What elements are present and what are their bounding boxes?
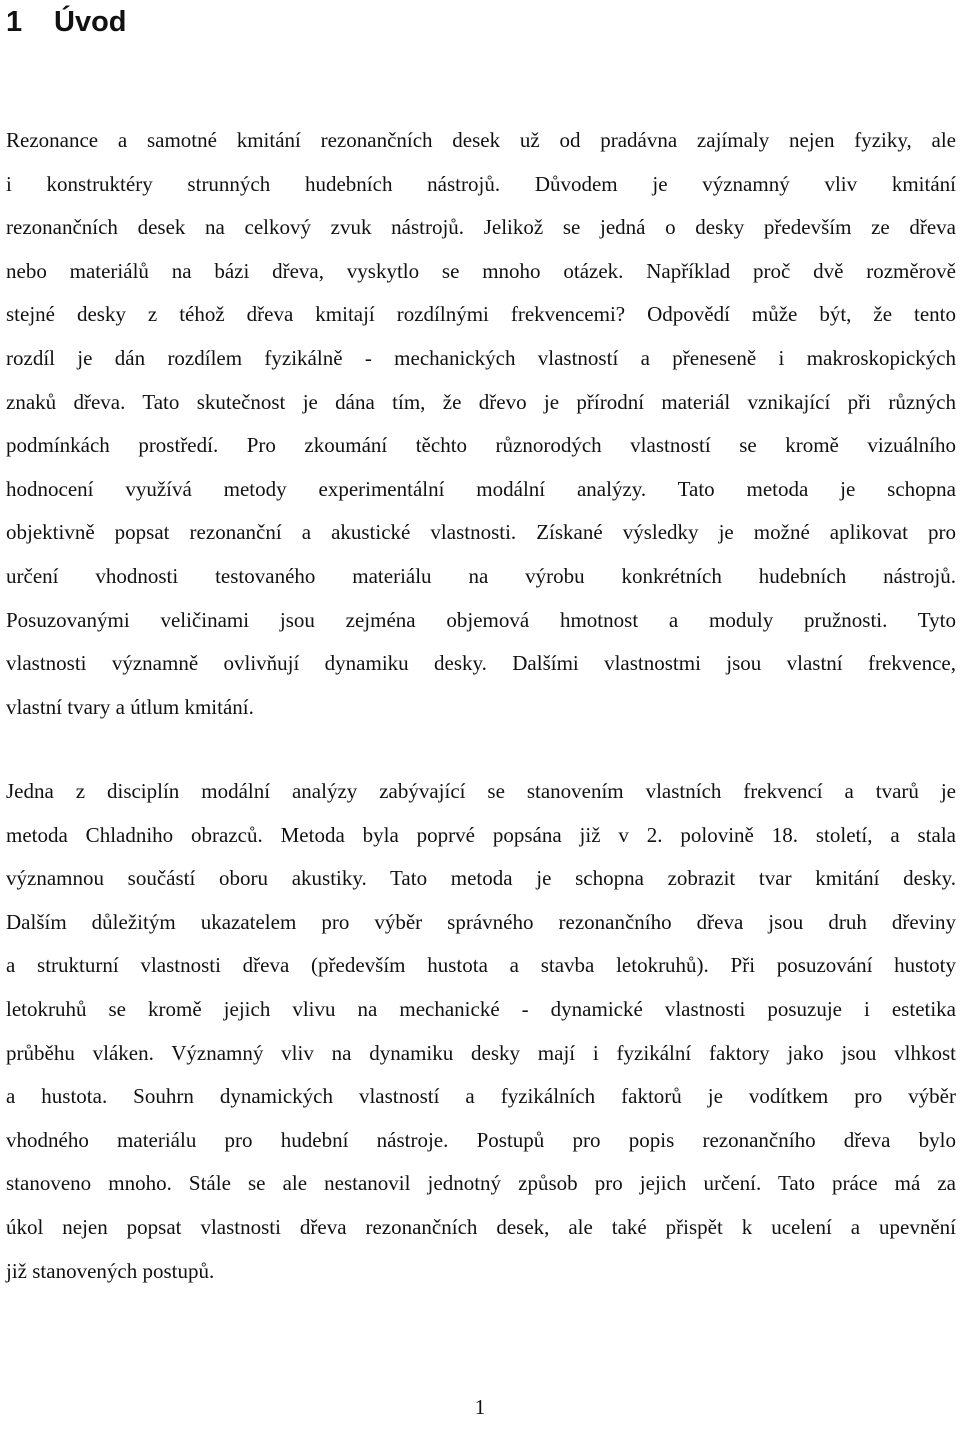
text-line: Rezonance a samotné kmitání rezonančních desek už od pradávna zajímaly nejen fyziky, ale — [6, 128, 956, 152]
text-line: a hustota. Souhrn dynamických vlastností a fyzikálních faktorů je vodítkem pro výběr — [6, 1084, 956, 1109]
text-line: rezonančních desek na celkový zvuk nástrojů. Jelikož se jedná o desky především ze dřeva — [6, 215, 956, 240]
text-line: stanoveno mnoho. Stále se ale nestanovil jednotný způsob pro jejich určení. Tato práce má za — [6, 1171, 956, 1196]
text-line: Dalším důležitým ukazatelem pro výběr správného rezonančního dřeva jsou druh dřeviny — [6, 909, 956, 934]
text-line: i konstruktéry strunných hudebních nástrojů. Důvodem je významný vliv kmitání — [6, 171, 956, 196]
text-line: Jedna z disciplín modální analýzy zabývající se stanovením vlastních frekvencí a tvarů je — [6, 779, 956, 803]
text-line: vlastnosti významně ovlivňují dynamiku desky. Dalšími vlastnostmi jsou vlastní frekvence, — [6, 651, 956, 676]
chapter-heading — [6, 2, 127, 42]
paragraph-chladni — [6, 770, 956, 1293]
text-line: rozdíl je dán rozdílem fyzikálně - mechanických vlastností a přeneseně i makroskopických — [6, 345, 956, 370]
paragraph-intro — [6, 119, 956, 729]
text-line: významnou součástí oboru akustiky. Tato metoda je schopna zobrazit tvar kmitání desky. — [6, 866, 956, 891]
text-line: letokruhů se kromě jejich vlivu na mechanické - dynamické vlastnosti posuzuje i estetika — [6, 996, 956, 1021]
chapter-title: Úvod — [54, 6, 127, 38]
text-line: stejné desky z téhož dřeva kmitají rozdílnými frekvencemi? Odpovědí může být, že tento — [6, 302, 956, 327]
chapter-number: 1 — [6, 6, 23, 38]
text-line: Posuzovanými veličinami jsou zejména objemová hmotnost a moduly pružnosti. Tyto — [6, 607, 956, 632]
text-line: znaků dřeva. Tato skutečnost je dána tím, že dřevo je přírodní materiál vznikající při různých — [6, 389, 956, 414]
text-line: průběhu vláken. Významný vliv na dynamiku desky mají i fyzikální faktory jako jsou vlhkost — [6, 1040, 956, 1065]
text-line: určení vhodnosti testovaného materiálu na výrobu konkrétních hudebních nástrojů. — [6, 563, 956, 588]
page-number: 1 — [474, 1395, 486, 1419]
text-line: již stanovených postupů. — [6, 1258, 215, 1283]
text-line: vlastní tvary a útlum kmitání. — [6, 694, 254, 719]
text-line: úkol nejen popsat vlastnosti dřeva rezonančních desek, ale také přispět k ucelení a upevnění — [6, 1214, 956, 1239]
text-line: metoda Chladniho obrazců. Metoda byla poprvé popsána již v 2. polovině 18. století, a stala — [6, 822, 956, 847]
text-line: hodnocení využívá metody experimentální modální analýzy. Tato metoda je schopna — [6, 476, 956, 501]
text-line: nebo materiálů na bázi dřeva, vyskytlo se mnoho otázek. Například proč dvě rozměrově — [6, 258, 956, 283]
text-line: objektivně popsat rezonanční a akustické vlastnosti. Získané výsledky je možné aplikovat pro — [6, 520, 956, 545]
text-line: podmínkách prostředí. Pro zkoumání těchto různorodých vlastností se kromě vizuálního — [6, 433, 956, 458]
text-line: a strukturní vlastnosti dřeva (především hustota a stavba letokruhů). Při posuzování hustoty — [6, 953, 956, 978]
text-line: vhodného materiálu pro hudební nástroje. Postupů pro popis rezonančního dřeva bylo — [6, 1127, 956, 1152]
